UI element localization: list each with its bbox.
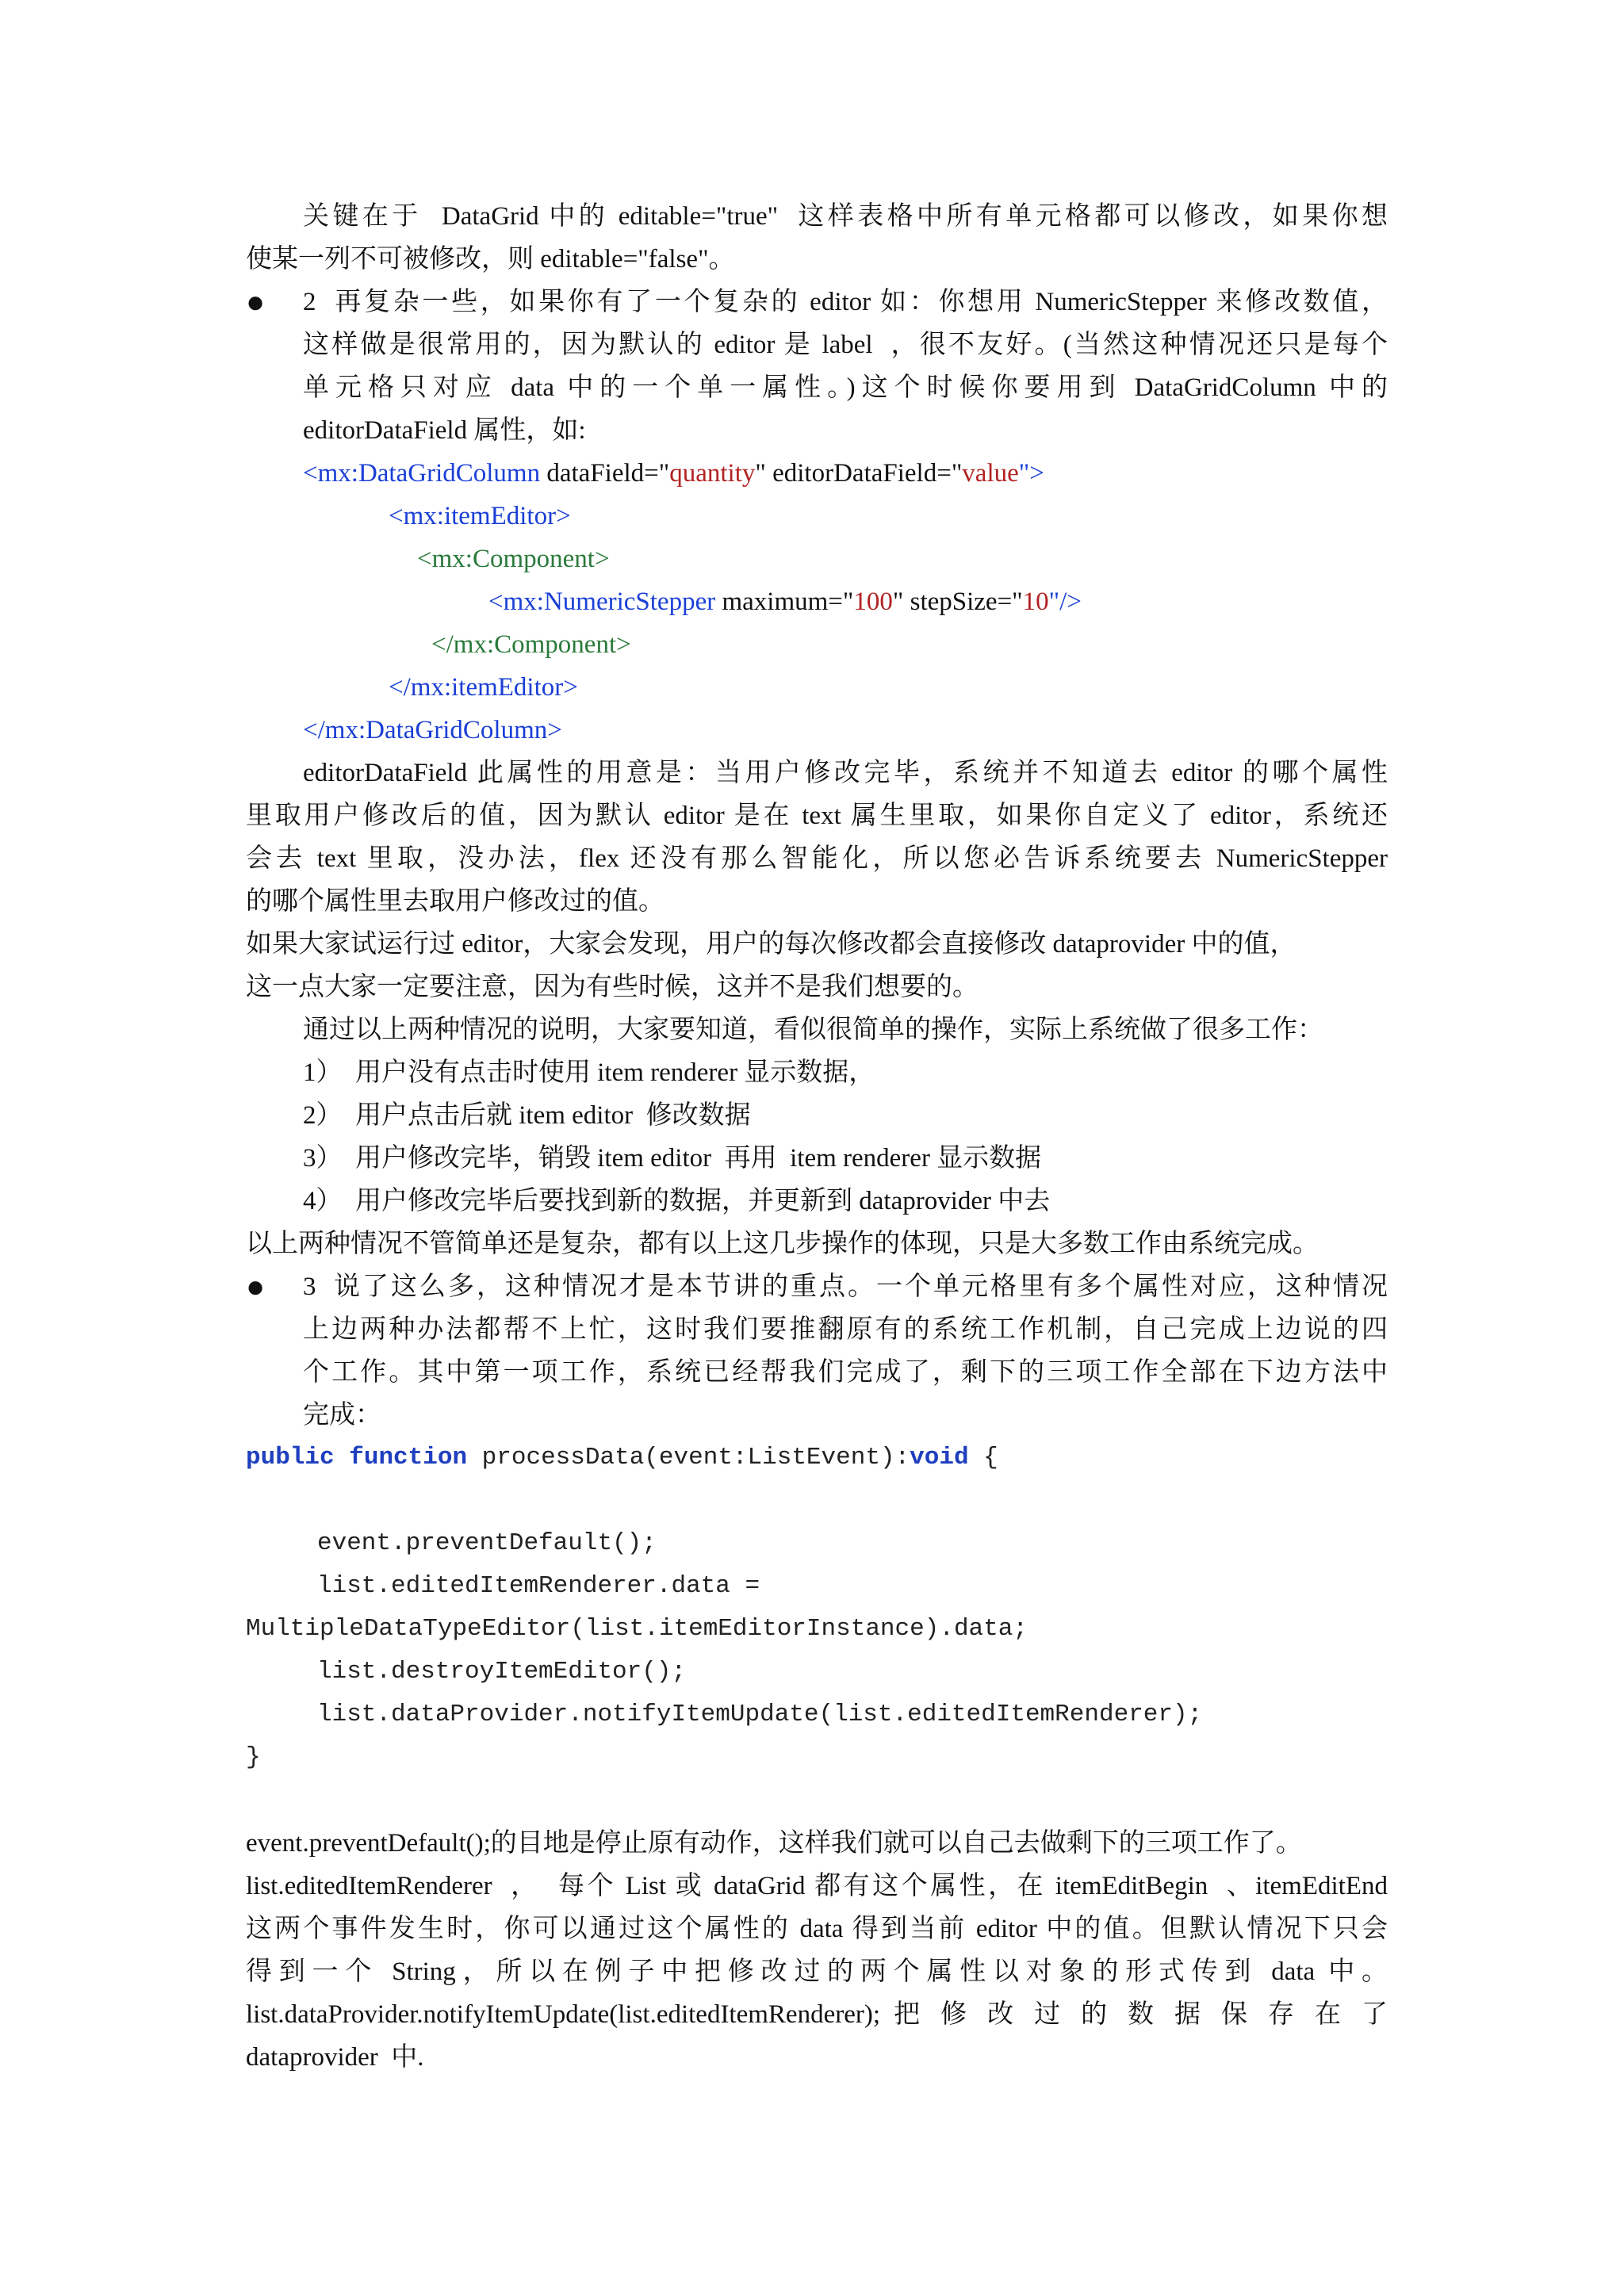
bullet2-line1: 2 再复杂一些，如果你有了一个复杂的 editor 如：你想用 NumericStepper 来修改数值， (303, 288, 1388, 316)
para1-line1: 关键在于 DataGrid 中的 editable="true" 这样表格中所有单元格都可以修改，如果你想 (303, 202, 1388, 231)
para2-line1: editorDataField 此属性的用意是：当用户修改完毕，系统并不知道去 editor 的哪个属性 (303, 759, 1388, 787)
bullet3-line2: 上边两种办法都帮不上忙，这时我们要推翻原有的系统工作机制，自己完成上边说的四 (303, 1315, 1388, 1344)
code-line-close-brace: } (246, 1743, 261, 1771)
step-item-4: 4） 用户修改完毕后要找到新的数据，并更新到 dataprovider 中去 (303, 1187, 1051, 1215)
bullet-item-3 (246, 1265, 1388, 1437)
para6-line3: 这两个事件发生时，你可以通过这个属性的 data 得到当前 editor 中的值。但默认情况下只会 (246, 1915, 1388, 1943)
bullet3-line3: 个工作。其中第一项工作，系统已经帮我们完成了，剩下的三项工作全部在下边方法中 (303, 1358, 1388, 1387)
code-line-signature: public function processData(event:ListEvent):void { (246, 1444, 998, 1471)
code-trailing-blank (246, 1779, 1388, 1822)
para3-line2: 这一点大家一定要注意，因为有些时候，这并不是我们想要的。 (246, 973, 979, 1001)
bullet-dot-icon: ● (246, 1269, 266, 1304)
para2-line4: 的哪个属性里去取用户修改过的值。 (246, 887, 665, 916)
para4-line1: 通过以上两种情况的说明，大家要知道，看似很简单的操作，实际上系统做了很多工作： (303, 1016, 1323, 1044)
para6-line2: list.editedItemRenderer ， 每个 List 或 dataGrid 都有这个属性，在 itemEditBegin 、itemEditEnd (246, 1872, 1388, 1900)
para2-line3: 会去 text 里取，没办法，flex 还没有那么智能化，所以您必告诉系统要去 NumericStepper (246, 844, 1388, 873)
code-line-editor-instance: MultipleDataTypeEditor(list.itemEditorInstance).data; (246, 1615, 1028, 1643)
xml-line-itemeditor-close: </mx:itemEditor> (389, 673, 578, 702)
para6-line4: 得到一个 String，所以在例子中把修改过的两个属性以对象的形式传到 data 中。 (246, 1957, 1388, 1986)
bullet-item-2 (246, 281, 1388, 452)
xml-line-component-open: <mx:Component> (417, 545, 610, 573)
bullet2-line3: 单元格只对应 data 中的一个单一属性。)这个时候你要用到 DataGridColumn 中的 (303, 373, 1388, 402)
step-item-1: 1） 用户没有点击时使用 item renderer 显示数据， (303, 1058, 875, 1087)
para6-line5: list.dataProvider.notifyItemUpdate(list.editedItemRenderer); 把 修 改 过 的 数 据 保 存 在 了 (246, 2000, 1388, 2029)
bullet2-line2: 这样做是很常用的，因为默认的 editor 是 label ，很不友好。(当然这种情况还只是每个 (303, 331, 1388, 359)
bullet3-line4: 完成： (303, 1401, 381, 1429)
code-line-destroy-editor: list.destroyItemEditor(); (317, 1658, 687, 1686)
xml-line-datagridcolumn-open: <mx:DataGridColumn dataField="quantity" editorDataField="value"> (303, 459, 1044, 488)
code-line-notify-update: list.dataProvider.notifyItemUpdate(list.editedItemRenderer); (317, 1701, 1203, 1728)
para5-line1: 以上两种情况不管简单还是复杂，都有以上这几步操作的体现，只是大多数工作由系统完成。 (246, 1230, 1319, 1258)
code-blank-line (246, 1479, 1388, 1522)
para6-line1: event.preventDefault();的目地是停止原有动作，这样我们就可以自己去做剩下的三项工作了。 (246, 1829, 1302, 1858)
code-line-prevent-default: event.preventDefault(); (317, 1529, 657, 1557)
para6-line6: dataprovider 中. (246, 2043, 424, 2072)
xml-line-component-close: </mx:Component> (431, 630, 631, 659)
xml-line-itemeditor-open: <mx:itemEditor> (389, 502, 571, 530)
para3-line1: 如果大家试运行过 editor，大家会发现，用户的每次修改都会直接修改 dataprovider 中的值， (246, 930, 1297, 959)
document-body (246, 195, 1388, 2079)
para1-line2: 使某一列不可被修改，则 editable="false"。 (246, 245, 735, 274)
bullet-dot-icon: ● (246, 284, 266, 320)
step-item-2: 2） 用户点击后就 item editor 修改数据 (303, 1101, 751, 1130)
xml-line-datagridcolumn-close: </mx:DataGridColumn> (303, 716, 562, 744)
xml-line-numericstepper: <mx:NumericStepper maximum="100" stepSize="10"/> (488, 587, 1082, 616)
code-line-assign-data: list.editedItemRenderer.data = (317, 1572, 760, 1600)
step-item-3: 3） 用户修改完毕，销毁 item editor 再用 item renderer 显示数据 (303, 1144, 1042, 1173)
bullet3-line1: 3 说了这么多，这种情况才是本节讲的重点。一个单元格里有多个属性对应，这种情况 (303, 1272, 1388, 1301)
bullet2-line4: editorDataField 属性，如: (303, 416, 586, 445)
para2-line2: 里取用户修改后的值，因为默认 editor 是在 text 属生里取，如果你自定义了 editor，系统还 (246, 802, 1388, 830)
